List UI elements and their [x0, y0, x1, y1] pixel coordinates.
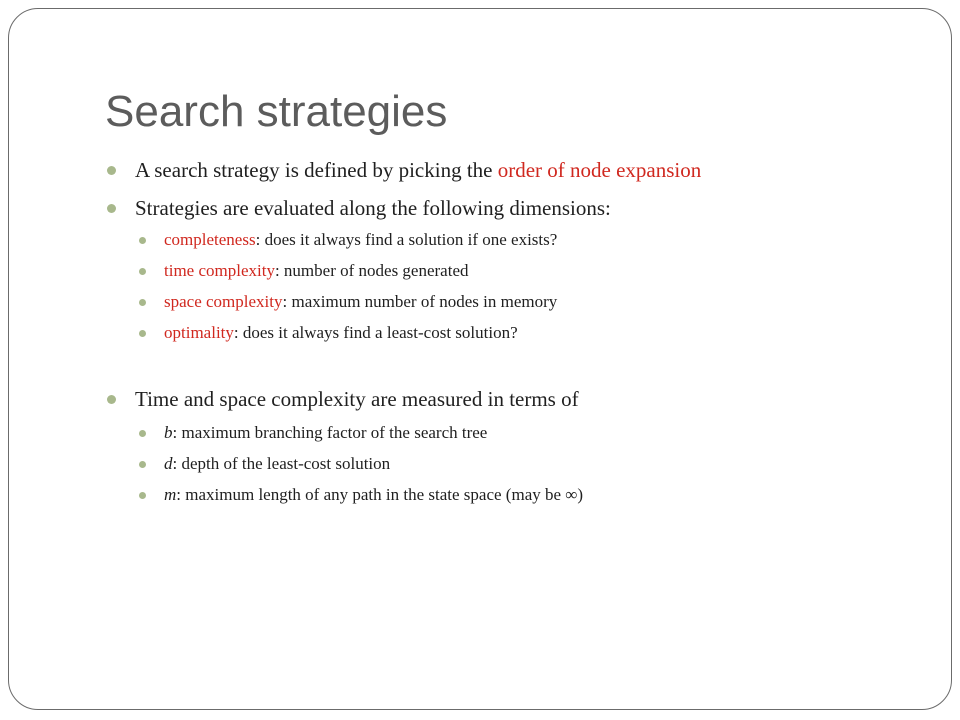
bullet-text: Strategies are evaluated along the following dimensions: — [135, 196, 611, 220]
term-optimality: optimality — [164, 323, 234, 342]
sub-bullet-space-complexity — [164, 291, 557, 313]
bullet-evaluation-dimensions — [135, 195, 611, 221]
term-description: : maximum length of any path in the state space (may be ∞) — [176, 485, 584, 504]
bullet-dot-icon — [139, 430, 146, 437]
bullet-dot-icon — [139, 330, 146, 337]
term-description: : number of nodes generated — [274, 261, 469, 280]
sub-bullet-optimality — [164, 322, 518, 344]
term-description: : does it always find a least-cost solution? — [233, 323, 518, 342]
sub-bullet-depth — [164, 453, 390, 475]
bullet-dot-icon — [139, 268, 146, 275]
variable-m: m — [164, 485, 177, 504]
variable-b: b — [164, 423, 173, 442]
bullet-node-expansion — [135, 157, 701, 183]
bullet-dot-icon — [107, 395, 116, 404]
term-time-complexity: time complexity — [164, 261, 275, 280]
sub-bullet-max-length — [164, 484, 583, 506]
term-space-complexity: space complexity — [164, 292, 283, 311]
term-description: : depth of the least-cost solution — [172, 454, 391, 473]
bullet-text: A search strategy is defined by picking the — [135, 158, 498, 182]
bullet-dot-icon — [139, 237, 146, 244]
sub-bullet-time-complexity — [164, 260, 469, 282]
bullet-text: Time and space complexity are measured in terms of — [135, 387, 579, 411]
slide-title: Search strategies — [105, 87, 448, 136]
sub-bullet-branching-factor — [164, 422, 487, 444]
variable-d: d — [164, 454, 173, 473]
bullet-dot-icon — [139, 461, 146, 468]
bullet-dot-icon — [139, 299, 146, 306]
bullet-dot-icon — [107, 166, 116, 175]
bullet-dot-icon — [139, 492, 146, 499]
highlight-order-of-node-expansion: order of node expansion — [497, 158, 702, 182]
term-description: : maximum branching factor of the search tree — [172, 423, 488, 442]
bullet-complexity-terms — [135, 386, 579, 412]
term-completeness: completeness — [164, 230, 256, 249]
term-description: : does it always find a solution if one exists? — [255, 230, 558, 249]
sub-bullet-completeness — [164, 229, 557, 251]
term-description: : maximum number of nodes in memory — [282, 292, 558, 311]
bullet-dot-icon — [107, 204, 116, 213]
